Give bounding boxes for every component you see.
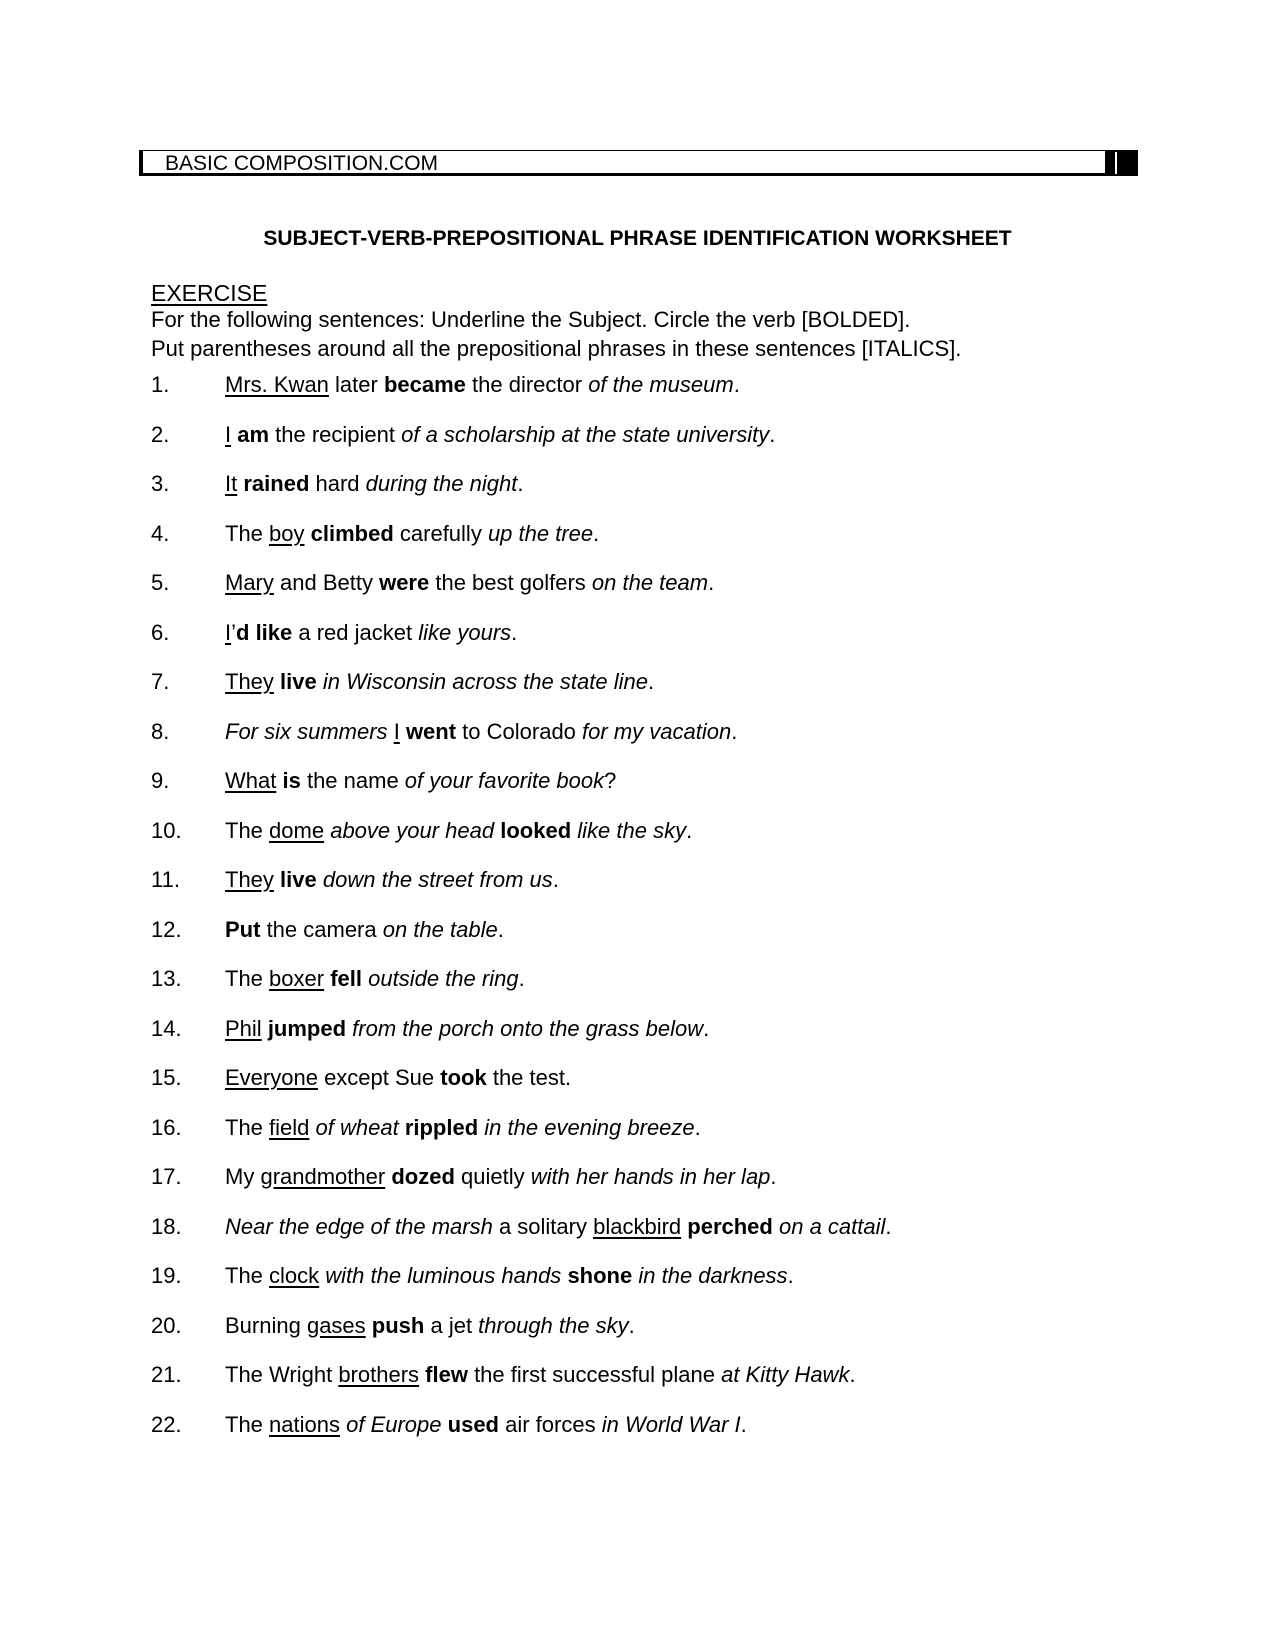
sentence-text: [225, 618, 517, 648]
sentence-item: [151, 915, 1151, 945]
sentence-item: [151, 816, 1151, 846]
sentence-fragment: except Sue: [317, 1065, 441, 1090]
verb: shone: [567, 1263, 633, 1288]
sentence-fragment: the name: [300, 768, 405, 793]
subject: Mrs. Kwan: [225, 372, 329, 397]
prepositional-phrase: of Europe: [346, 1412, 442, 1437]
sentence-fragment: the recipient: [269, 422, 402, 447]
prepositional-phrase: above your head: [330, 818, 495, 843]
sentence-fragment: .: [517, 471, 524, 496]
sentence-fragment: The: [225, 1412, 270, 1437]
sentence-number: 4.: [151, 521, 170, 546]
sentence-fragment: .: [694, 1115, 701, 1140]
sentence-item: [151, 618, 1151, 648]
sentence-fragment: .: [769, 422, 776, 447]
verb: push: [371, 1313, 425, 1338]
prepositional-phrase: during the night: [365, 471, 518, 496]
site-header-panel: [143, 151, 1105, 173]
verb: live: [280, 669, 317, 694]
sentence-fragment: .: [733, 372, 740, 397]
subject: boxer: [269, 966, 325, 991]
subject: Everyone: [225, 1065, 318, 1090]
prepositional-phrase: from the porch onto the grass below: [352, 1016, 704, 1041]
sentence-fragment: the test.: [486, 1065, 572, 1090]
prepositional-phrase: in the evening breeze: [484, 1115, 695, 1140]
sentence-item: [151, 1212, 1151, 1242]
sentence-text: [225, 370, 740, 400]
sentence-fragment: ’: [231, 620, 237, 645]
prepositional-phrase: in the darkness: [638, 1263, 788, 1288]
sentence-number: 19.: [151, 1263, 182, 1288]
prepositional-phrase: of wheat: [315, 1115, 399, 1140]
sentence-text: [225, 1261, 794, 1291]
sentence-item: [151, 1261, 1151, 1291]
sentence-fragment: .: [593, 521, 600, 546]
subject: brothers: [338, 1362, 420, 1387]
verb: rippled: [404, 1115, 479, 1140]
verb: looked: [500, 818, 572, 843]
sentence-fragment: later: [328, 372, 384, 397]
sentence-fragment: The: [225, 1115, 270, 1140]
verb: Put: [225, 917, 261, 942]
sentence-number: 11.: [151, 867, 180, 892]
sentence-number: 1.: [151, 372, 170, 397]
site-header-bar: [139, 150, 1138, 176]
sentence-fragment: .: [787, 1263, 794, 1288]
subject: They: [225, 867, 274, 892]
instruction-line: Put parentheses around all the prepositional phrases in these sentences [ITALICS].: [151, 336, 962, 361]
sentence-fragment: the best golfers: [429, 570, 592, 595]
header-divider: [1115, 152, 1117, 174]
prepositional-phrase: of the museum: [588, 372, 734, 397]
subject: Phil: [225, 1016, 262, 1041]
verb: climbed: [310, 521, 394, 546]
verb: went: [405, 719, 457, 744]
sentence-text: [225, 1014, 709, 1044]
sentence-fragment: The: [225, 1263, 270, 1288]
prepositional-phrase: down the street from us: [322, 867, 553, 892]
sentence-text: [225, 420, 775, 450]
prepositional-phrase: like the sky: [577, 818, 687, 843]
sentence-text: [225, 469, 523, 499]
sentence-fragment: The Wright: [225, 1362, 339, 1387]
subject: nations: [269, 1412, 340, 1437]
verb: fell: [330, 966, 362, 991]
sentence-fragment: the first successful plane: [467, 1362, 722, 1387]
sentence-fragment: to Colorado: [456, 719, 583, 744]
sentence-fragment: .: [849, 1362, 856, 1387]
prepositional-phrase: on a cattail: [778, 1214, 886, 1239]
sentence-item: [151, 1113, 1151, 1143]
sentence-item: [151, 469, 1151, 499]
sentence-item: [151, 519, 1151, 549]
worksheet-title: SUBJECT-VERB-PREPOSITIONAL PHRASE IDENTIFICATION WORKSHEET: [263, 227, 1012, 250]
sentence-fragment: .: [647, 669, 655, 694]
sentence-number: 8.: [151, 719, 170, 744]
site-name: BASIC COMPOSITION.COM: [165, 152, 439, 175]
prepositional-phrase: in World War I: [601, 1412, 741, 1437]
sentence-fragment: .: [885, 1214, 892, 1239]
prepositional-phrase: up the tree: [487, 521, 594, 546]
prepositional-phrase: of a scholarship at the state university: [401, 422, 770, 447]
prepositional-phrase: Near the edge of the marsh: [225, 1214, 493, 1239]
sentence-fragment: .: [552, 867, 559, 892]
sentence-fragment: The: [225, 818, 270, 843]
sentence-fragment: air forces: [499, 1412, 602, 1437]
verb: perched: [687, 1214, 773, 1239]
sentence-fragment: My: [225, 1164, 261, 1189]
sentence-number: 3.: [151, 471, 170, 496]
sentence-text: [225, 1063, 571, 1093]
sentence-fragment: a red jacket: [292, 620, 419, 645]
verb: took: [440, 1065, 487, 1090]
sentence-text: [225, 816, 692, 846]
sentence-text: [225, 766, 616, 796]
sentence-fragment: .: [497, 917, 504, 942]
sentence-number: 15.: [151, 1065, 182, 1090]
sentence-fragment: .: [740, 1412, 747, 1437]
sentence-text: [225, 1311, 635, 1341]
sentence-fragment: ?: [604, 768, 617, 793]
sentence-fragment: hard: [309, 471, 366, 496]
prepositional-phrase: in Wisconsin across the state line: [322, 669, 648, 694]
sentence-item: [151, 1162, 1151, 1192]
sentence-number: 13.: [151, 966, 182, 991]
sentence-text: [225, 915, 504, 945]
sentence-text: [225, 964, 525, 994]
sentence-number: 16.: [151, 1115, 182, 1140]
sentence-number: 17.: [151, 1164, 182, 1189]
sentence-text: [225, 1212, 892, 1242]
sentence-number: 21.: [151, 1362, 182, 1387]
sentence-fragment: a solitary: [492, 1214, 594, 1239]
sentence-number: 7.: [151, 669, 170, 694]
sentence-number: 5.: [151, 570, 170, 595]
prepositional-phrase: like yours: [418, 620, 512, 645]
sentence-item: [151, 667, 1151, 697]
exercise-heading: EXERCISE: [151, 280, 268, 306]
sentence-item: [151, 1360, 1151, 1390]
sentence-fragment: The: [225, 966, 270, 991]
subject: clock: [269, 1263, 320, 1288]
subject: I: [225, 422, 232, 447]
subject: What: [225, 768, 277, 793]
sentence-text: [225, 1410, 747, 1440]
subject: I: [225, 620, 232, 645]
verb: used: [447, 1412, 499, 1437]
prepositional-phrase: with the luminous hands: [325, 1263, 562, 1288]
sentence-fragment: .: [628, 1313, 635, 1338]
sentence-fragment: a jet: [424, 1313, 479, 1338]
verb: rained: [243, 471, 310, 496]
sentence-number: 22.: [151, 1412, 182, 1437]
sentence-fragment: the camera: [260, 917, 383, 942]
sentence-number: 2.: [151, 422, 170, 447]
sentence-text: [225, 1113, 701, 1143]
sentence-fragment: The: [225, 521, 270, 546]
sentence-text: [225, 717, 737, 747]
sentence-number: 18.: [151, 1214, 182, 1239]
prepositional-phrase: at Kitty Hawk: [721, 1362, 850, 1387]
sentence-fragment: carefully: [393, 521, 488, 546]
verb: flew: [425, 1362, 468, 1387]
verb: is: [282, 768, 301, 793]
subject: I: [393, 719, 400, 744]
instruction-line: For the following sentences: Underline the Subject. Circle the verb [BOLDED].: [151, 307, 911, 332]
sentence-item: [151, 370, 1151, 400]
subject: field: [269, 1115, 310, 1140]
sentence-item: [151, 568, 1151, 598]
sentence-number: 14.: [151, 1016, 182, 1041]
verb: were: [379, 570, 430, 595]
sentence-number: 10.: [151, 818, 182, 843]
sentence-item: [151, 1311, 1151, 1341]
sentence-fragment: .: [731, 719, 738, 744]
subject: Mary: [225, 570, 274, 595]
prepositional-phrase: on the table: [382, 917, 498, 942]
sentence-item: [151, 964, 1151, 994]
sentence-item: [151, 1410, 1151, 1440]
verb: am: [237, 422, 270, 447]
sentence-fragment: .: [518, 966, 525, 991]
sentence-number: 9.: [151, 768, 170, 793]
verb: jumped: [267, 1016, 347, 1041]
sentence-item: [151, 1063, 1151, 1093]
sentence-number: 20.: [151, 1313, 182, 1338]
subject: boy: [269, 521, 305, 546]
sentence-fragment: .: [708, 570, 715, 595]
sentence-item: [151, 420, 1151, 450]
sentence-text: [225, 667, 654, 697]
sentence-item: [151, 1014, 1151, 1044]
sentence-text: [225, 568, 714, 598]
prepositional-phrase: For six summers: [225, 719, 388, 744]
sentence-fragment: quietly: [454, 1164, 531, 1189]
subject: They: [225, 669, 274, 694]
sentence-fragment: the director: [465, 372, 589, 397]
sentence-fragment: Burning: [225, 1313, 307, 1338]
subject: gases: [306, 1313, 366, 1338]
sentence-item: [151, 865, 1151, 895]
sentence-fragment: .: [770, 1164, 777, 1189]
subject: blackbird: [593, 1214, 682, 1239]
prepositional-phrase: outside the ring: [368, 966, 519, 991]
subject: grandmother: [260, 1164, 386, 1189]
sentence-number: 6.: [151, 620, 170, 645]
sentence-item: [151, 766, 1151, 796]
prepositional-phrase: of your favorite book: [404, 768, 605, 793]
sentence-fragment: .: [703, 1016, 710, 1041]
sentence-text: [225, 519, 599, 549]
sentence-fragment: .: [686, 818, 693, 843]
verb: dozed: [391, 1164, 455, 1189]
verb: live: [280, 867, 317, 892]
subject: It: [225, 471, 238, 496]
sentence-text: [225, 1360, 856, 1390]
sentence-text: [225, 1162, 777, 1192]
verb: became: [383, 372, 466, 397]
prepositional-phrase: on the team: [591, 570, 709, 595]
sentence-fragment: and Betty: [273, 570, 380, 595]
sentence-text: [225, 865, 559, 895]
prepositional-phrase: through the sky: [478, 1313, 629, 1338]
subject: dome: [269, 818, 325, 843]
sentence-fragment: .: [511, 620, 518, 645]
sentence-item: [151, 717, 1151, 747]
prepositional-phrase: for my vacation: [582, 719, 732, 744]
sentence-number: 12.: [151, 917, 182, 942]
prepositional-phrase: with her hands in her lap: [530, 1164, 771, 1189]
verb: d like: [236, 620, 293, 645]
